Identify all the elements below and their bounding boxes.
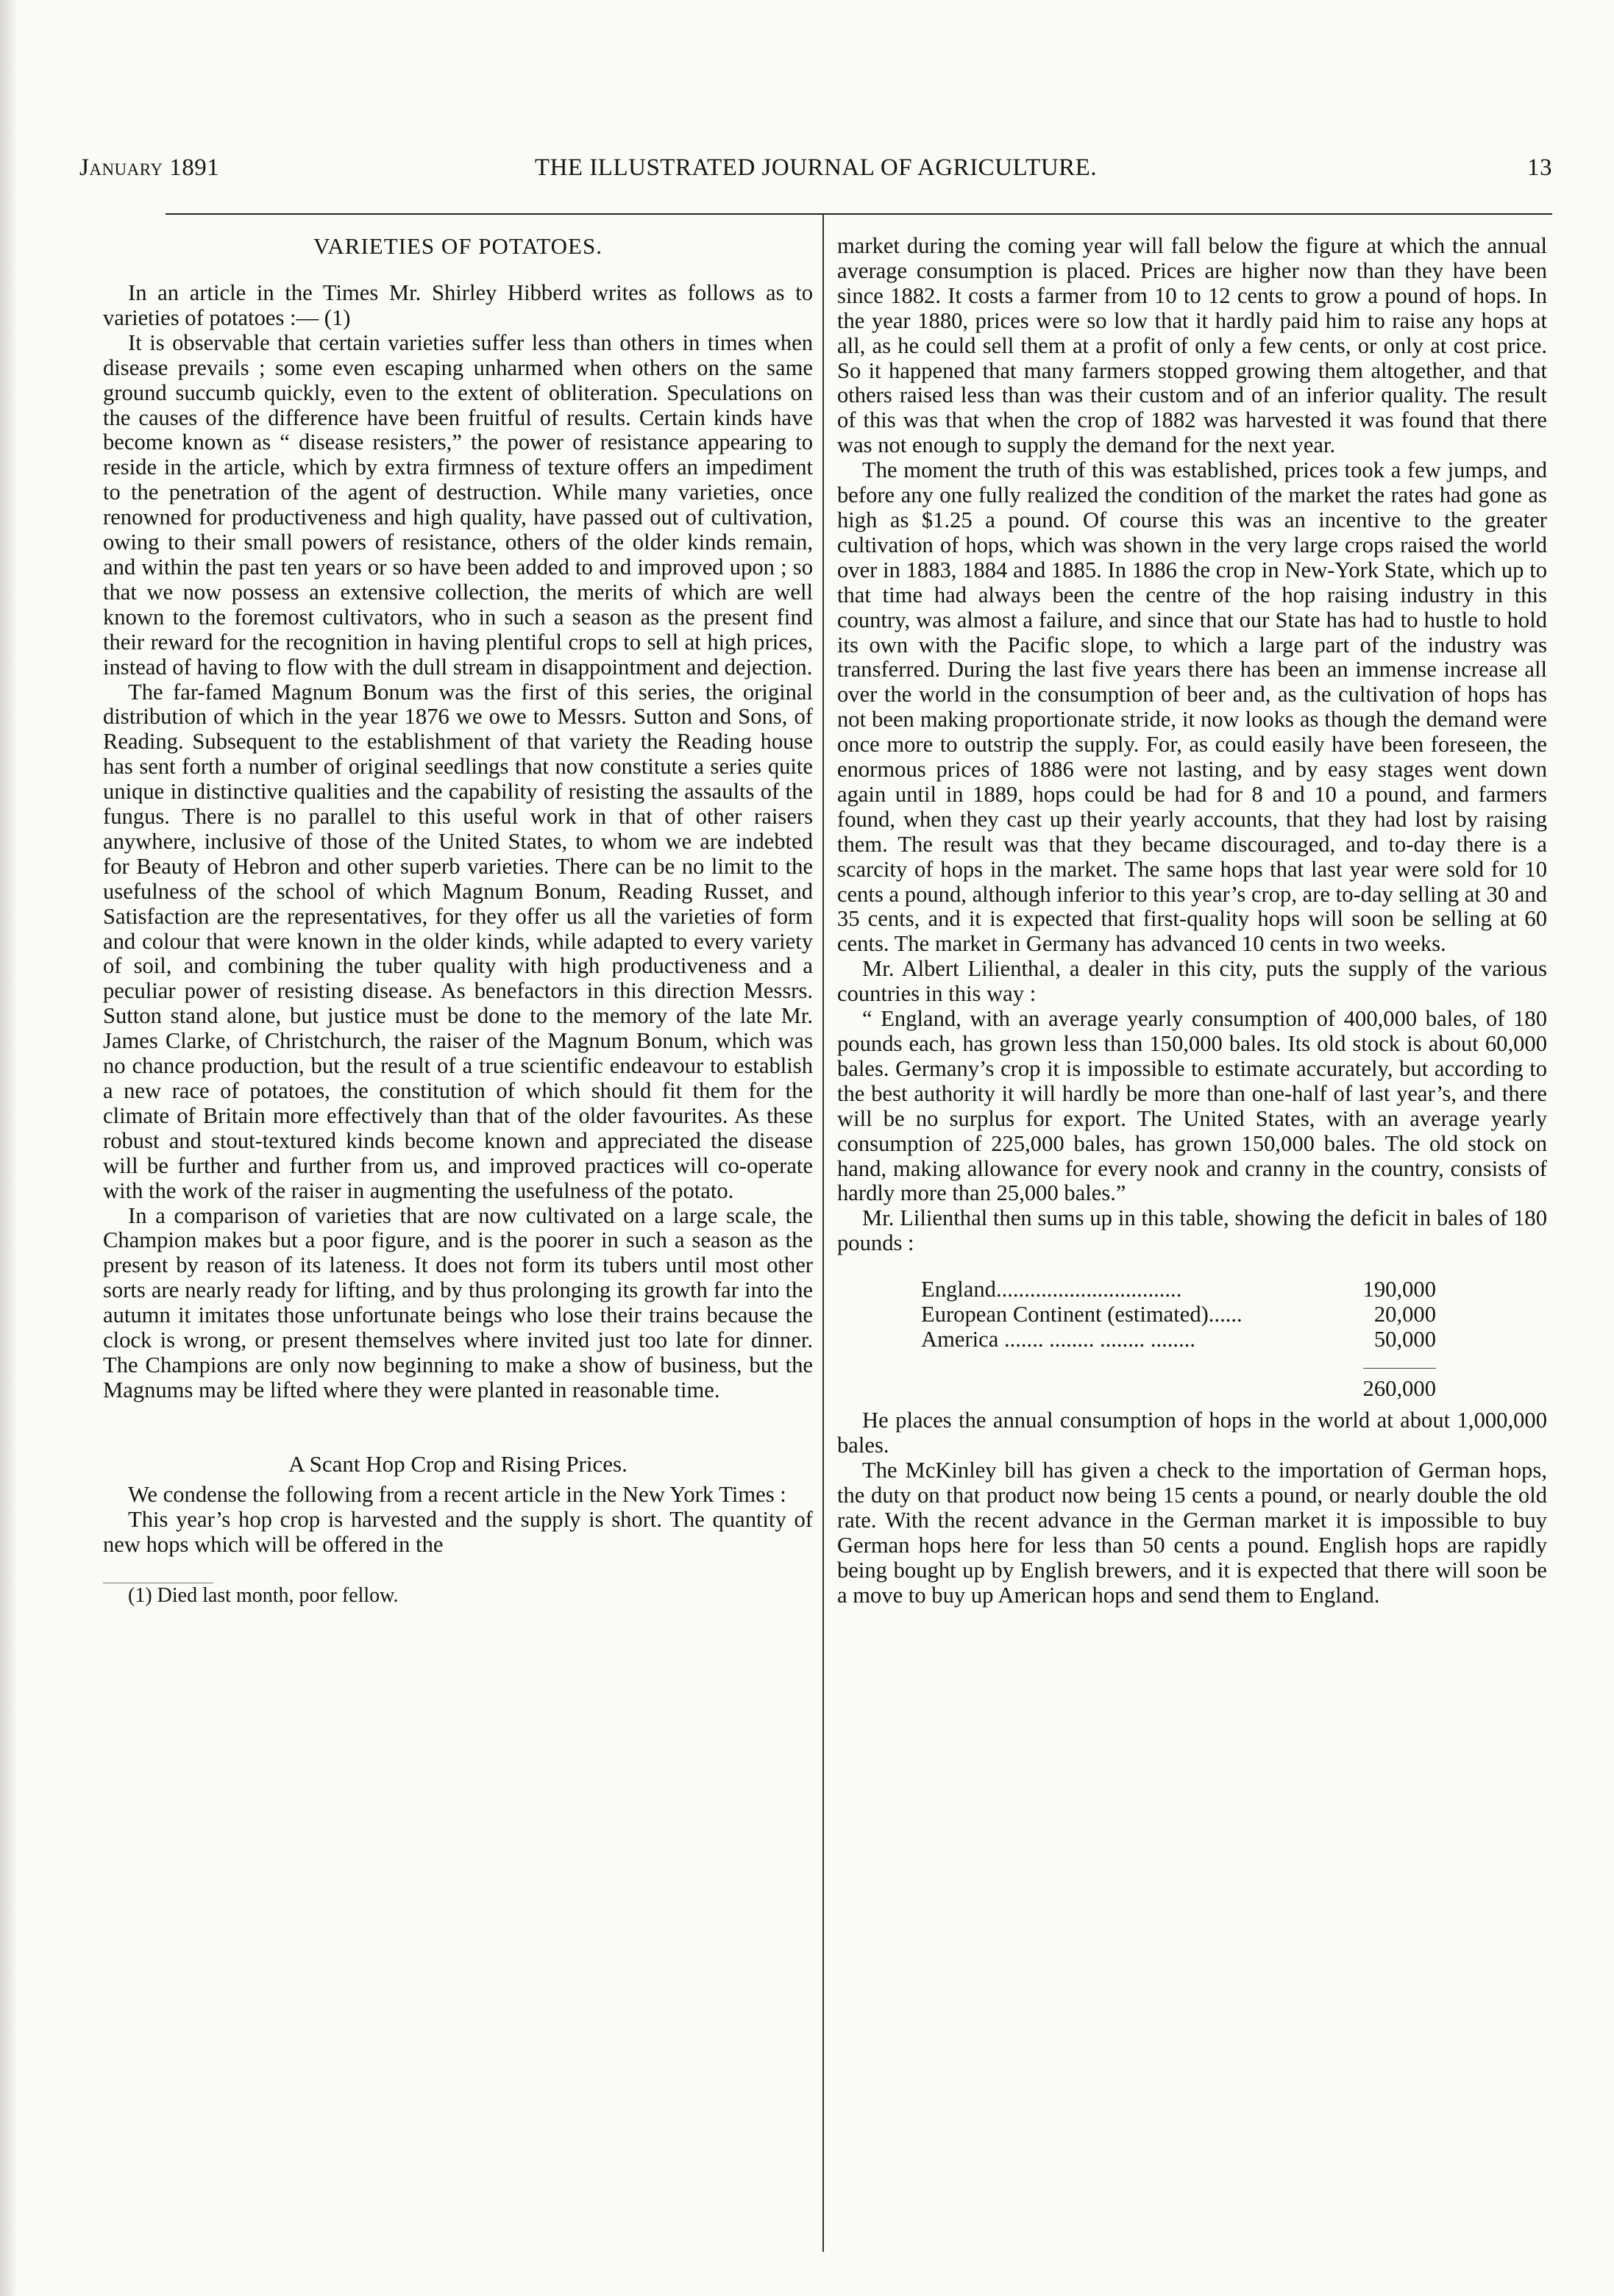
page-number: 13 [1527,154,1552,181]
table-label: England................................. [921,1277,1182,1302]
paragraph: We condense the following from a recent article in the New York Times : [128,1481,786,1507]
article-title-hops: A Scant Hop Crop and Rising Prices. [288,1450,628,1477]
right-column [837,234,1547,1608]
table-row [921,1327,1436,1352]
paragraph: Mr. Albert Lilienthal, a dealer in this city, puts the supply of the various countries in this way : [837,956,1547,1007]
paragraph: market during the coming year will fall below the figure at which the annual average consumption is placed. Prices are higher now than they have been since 1882. It costs a farmer from 10 to 12 cents to grow a pound of hops. In the year 1880, prices were so low that it hardly paid him to raise any hops at all, as he could sell them at a profit of only a few cents, or only at cost price. So it happened that many farmers stopped growing them altogether, and that others raised less than was their custom and of an inferior quality. The result of this was that when the crop of 1882 was harvested it was found that there was not enough to supply the demand for the next year. [837,233,1547,458]
column-divider [822,215,824,2252]
table-total: 260,000 [1363,1368,1436,1401]
table-value: 190,000 [1362,1277,1436,1302]
paragraph-quote: “ England, with an average yearly consumption of 400,000 bales, of 180 pounds each, has grown less than 150,000 bales. Its old stock is about 60,000 bales. Germany’s crop it is impossible to estimate accurately, but according to the best authority it will hardly be more than one-half of last year’s, and there will be no surplus for export. The United States, with an average yearly consumption of 225,000 bales, has grown 150,000 bales. The old stock on hand, making allowance for every nook and cranny in the country, consists of hardly more than 25,000 bales.” [837,1006,1547,1206]
table-value: 50,000 [1373,1327,1436,1352]
paragraph: Mr. Lilienthal then sums up in this table, showing the deficit in bales of 180 pounds : [837,1205,1547,1256]
paragraph: He places the annual consumption of hops in the world at about 1,000,000 bales. [837,1408,1547,1458]
table-value: 20,000 [1373,1302,1436,1327]
running-header [79,154,1552,193]
paragraph: In an article in the Times Mr. Shirley Hibberd writes as follows as to varieties of potatoes :— (1) [103,280,813,330]
table-row [921,1277,1436,1302]
paragraph: It is observable that certain varieties suffer less than others in times when disease prevails ; some even escaping unharmed when others on the same ground succumb quickly, even to the extent of obliteration. Speculations on the causes of the difference have been fruitful of results. Certain kinds have become known as “ disease resisters,” the power of resistance appearing to reside in the article, which by extra firmness of texture offers an impediment to the penetration of the agent of destruction. While many varieties, once renowned for productiveness and high quality, have passed out of cultivation, owing to their small powers of resistance, others of the older kinds remain, and within the past ten years or so have been added to and improved upon ; so that we now possess an extensive collection, the merits of which are well known to the foremost cultivators, who in such a season as the present find their reward for the recognition in having plentiful crops to sell at high prices, instead of having to flow with the dull stream in disappointment and dejection. [103,329,813,680]
header-journal-title: THE ILLUSTRATED JOURNAL OF AGRICULTURE. [534,154,1098,181]
deficit-table [921,1277,1436,1401]
table-label: European Continent (estimated)...... [921,1302,1243,1327]
footnote: (1) Died last month, poor fellow. [128,1583,399,1607]
paragraph: In a comparison of varieties that are now cultivated on a large scale, the Champion makes but a poor figure, and is the poorer in such a season as the present by reason of its lateness. It does not form its tubers until most other sorts are nearly ready for lifting, and by thus prolonging its growth far into the autumn it imitates those unfortunate beings who lose their trains because the clock is wrong, or present themselves where invited just too late for dinner. The Champions are only now beginning to make a show of business, but the Magnums may be lifted where they were planted in reasonable time. [103,1202,813,1402]
paragraph: The far-famed Magnum Bonum was the first of this series, the original distribution of which in the year 1876 we owe to Messrs. Sutton and Sons, of Reading. Subsequent to the establishment of that variety the Reading house has sent forth a number of original seedlings that now constitute a series quite unique in distinctive qualities and the capability of resisting the assaults of the fungus. There is no parallel to this useful work in that of other raisers anywhere, inclusive of those of the United States, to whom we are indebted for Beauty of Hebron and other superb varieties. There can be no limit to the usefulness of the school of which Magnum Bonum, Reading Russet, and Satisfaction are the representatives, for they offer us all the varieties of form and colour that were known in the older kinds, while adapted to every variety of soil, and combining the tuber quality with high productiveness and a peculiar power of resisting disease. As benefactors in this direction Messrs. Sutton stand alone, but justice must be done to the memory of the late Mr. James Clarke, of Christchurch, the raiser of the Magnum Bonum, which was no chance production, but the result of a true scientific endeavour to establish a new race of potatoes, the constitution of which should fit them for the climate of Britain more effectively than that of the older favourites. As these robust and stout-textured kinds become known and appreciated the disease will be further and further from us, and improved practices will co-operate with the work of the raiser in augmenting the usefulness of the potato. [103,679,813,1203]
binding-shadow [0,0,18,2296]
paragraph: The moment the truth of this was established, prices took a few jumps, and before any one fully realized the condition of the market the rates had gone as high as $1.25 a pound. Of course this was an incentive to the greater cultivation of hops, which was shown in the very large crops raised the world over in 1883, 1884 and 1885. In 1886 the crop in New-York State, which up to that time had always been the centre of the hop raising industry in this country, was almost a failure, and since that our State has had to hustle to hold its own with the Pacific slope, to which a large part of the industry was transferred. During the last five years there has been an immense increase all over the world in the consumption of beer and, as the cultivation of hops has not been making proportionate stride, it now looks as though the demand were once more to outstrip the supply. For, as could easily have been foreseen, the enormous prices of 1886 were not lasting, and by easy stages went down again until in 1889, hops could be had for 8 and 10 a pound, and farmers found, when they cast up their yearly accounts, that they had lost by raising them. The result was that they became discouraged, and to-day there is a scarcity of hops in the market. The same hops that last year were sold for 10 cents a pound, although inferior to this year’s crop, are to-day selling at 30 and 35 cents, and it is expected that first-quality hops will soon be selling at 60 cents. The market in Germany has advanced 10 cents in two weeks. [837,457,1547,957]
paragraph: This year’s hop crop is harvested and the supply is short. The quantity of new hops which will be offered in the [103,1506,813,1557]
header-date: January 1891 [79,154,220,181]
paragraph: The McKinley bill has given a check to the importation of German hops, the duty on that product now being 15 cents a pound, or nearly double the old rate. With the recent advance in the German market it is impossible to buy German hops here for less than 50 cents a pound. English hops are rapidly being bought up by English brewers, and it is expected that there will soon be a move to buy up American hops and send them to England. [837,1457,1547,1608]
left-column [103,234,813,1608]
table-row [921,1302,1436,1327]
table-total-row [921,1352,1436,1401]
table-label: America ....... ........ ........ ........ [921,1327,1196,1352]
article-title-potatoes: VARIETIES OF POTATOES. [313,233,602,259]
header-rule [166,213,1552,215]
